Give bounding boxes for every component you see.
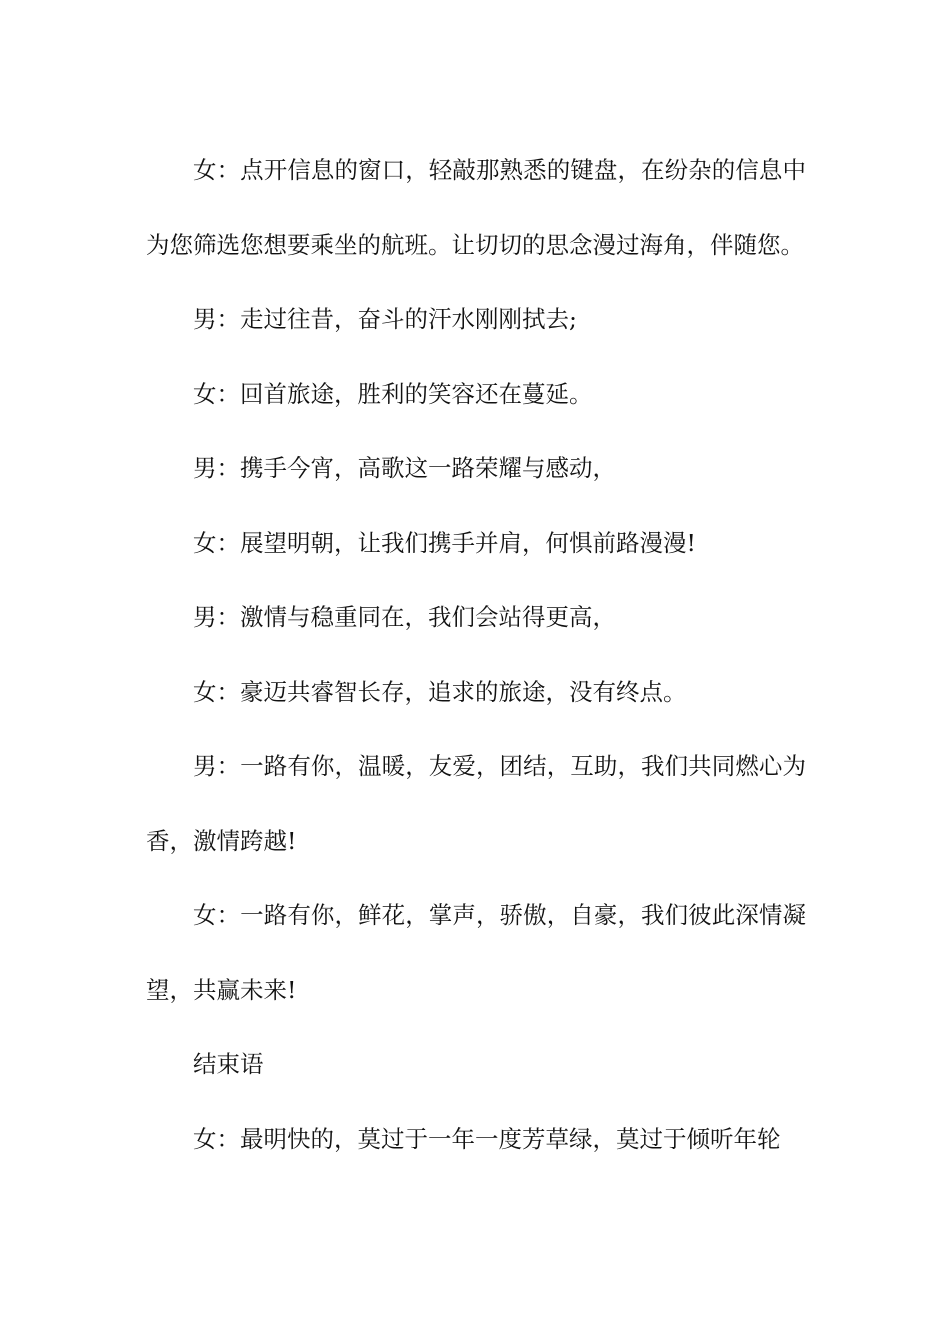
paragraph: 女：最明快的，莫过于一年一度芳草绿，莫过于倾听年轮	[193, 1124, 781, 1153]
paragraph: 男：激情与稳重同在，我们会站得更高，	[193, 603, 616, 631]
paragraph: 女：回首旅途，胜利的笑容还在蔓延。	[193, 379, 593, 408]
paragraph: 女：豪迈共睿智长存，追求的旅途，没有终点。	[193, 677, 687, 706]
section-heading: 结束语	[193, 1050, 264, 1078]
paragraph: 女：点开信息的窗口，轻敲那熟悉的键盘，在纷杂的信息中为您筛选您想要乘坐的航班。让切切的思念漫过海角，伴随您。	[146, 156, 806, 259]
document-body	[146, 133, 806, 1176]
paragraph: 男：携手今宵，高歌这一路荣耀与感动，	[193, 454, 616, 482]
paragraph: 女：一路有你，鲜花，掌声，骄傲，自豪，我们彼此深情凝望，共赢未来!	[146, 901, 806, 1004]
paragraph: 女：展望明朝，让我们携手并肩，何惧前路漫漫!	[193, 528, 696, 557]
paragraph: 男：一路有你，温暖，友爱，团结，互助，我们共同燃心为香，激情跨越!	[146, 752, 806, 855]
paragraph: 男：走过往昔，奋斗的汗水刚刚拭去;	[193, 305, 577, 333]
